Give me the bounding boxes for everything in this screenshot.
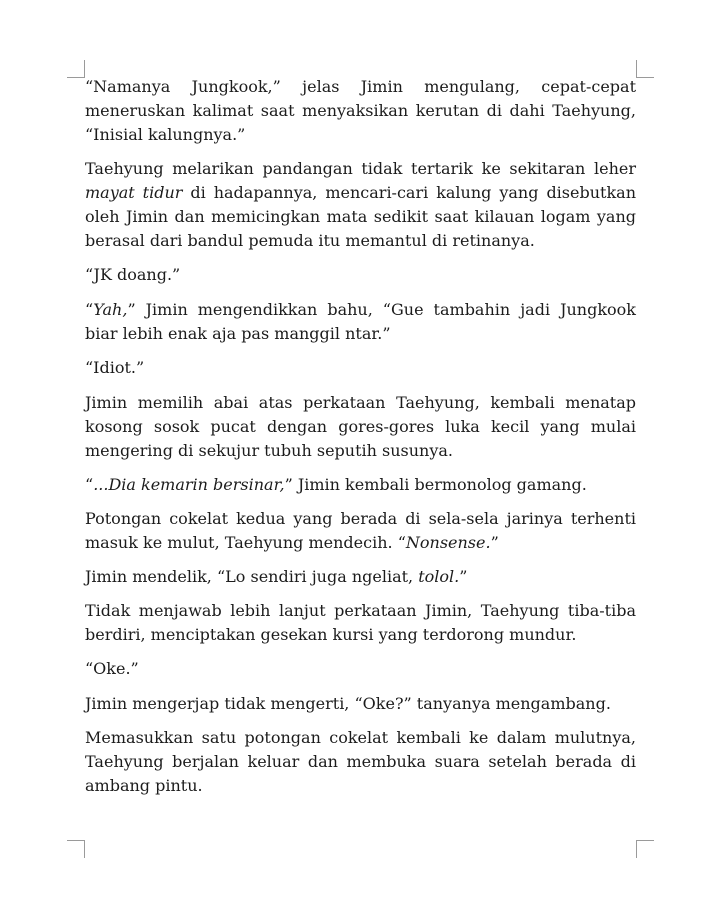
paragraph <box>85 599 636 647</box>
paragraph <box>85 356 636 380</box>
paragraph <box>85 391 636 463</box>
text-run: “Idiot.” <box>85 358 145 377</box>
paragraph <box>85 298 636 346</box>
text-run: Taehyung melarikan pandangan tidak tertarik ke sekitaran leher <box>85 159 636 178</box>
italic-text: tolol. <box>418 567 460 586</box>
paragraph <box>85 157 636 253</box>
text-run: ” <box>459 567 468 586</box>
text-run: Potongan cokelat kedua yang berada di sela-sela jarinya terhenti masuk ke mulut, Taehyung mendecih. “ <box>85 509 636 552</box>
text-run: Jimin mendelik, “Lo sendiri juga ngeliat, <box>85 567 419 586</box>
paragraph <box>85 565 636 589</box>
text-run: Jimin mengerjap tidak mengerti, “Oke?” tanyanya mengambang. <box>85 694 611 713</box>
text-run: Memasukkan satu potongan cokelat kembali ke dalam mulutnya, Taehyung berjalan keluar dan membuka suara setelah berada di ambang pintu. <box>85 728 636 795</box>
crop-mark-bottom-left <box>67 840 85 858</box>
text-run: ” Jimin mengendikkan bahu, “Gue tambahin jadi Jungkook biar lebih enak aja pas manggil ntar.” <box>85 300 636 343</box>
italic-text: ...Dia kemarin bersinar, <box>93 475 285 494</box>
text-run: ” Jimin kembali bermonolog gamang. <box>284 475 587 494</box>
text-run: Tidak menjawab lebih lanjut perkataan Jimin, Taehyung tiba-tiba berdiri, menciptakan gesekan kursi yang terdorong mundur. <box>85 601 636 644</box>
paragraph <box>85 263 636 287</box>
text-run: ” <box>490 533 499 552</box>
paragraph <box>85 473 636 497</box>
text-run: “ <box>85 300 94 319</box>
paragraph <box>85 507 636 555</box>
text-run: Jimin memilih abai atas perkataan Taehyung, kembali menatap kosong sosok pucat dengan gores-gores luka kecil yang mulai mengering di sekujur tubuh seputih susunya. <box>85 393 636 460</box>
paragraph <box>85 657 636 681</box>
text-run: “JK doang.” <box>85 265 181 284</box>
text-run: “Oke.” <box>85 659 139 678</box>
text-run: “Namanya Jungkook,” jelas Jimin mengulang, cepat-cepat meneruskan kalimat saat menyaksikan kerutan di dahi Taehyung, “Inisial kalungnya.” <box>85 77 636 144</box>
italic-text: mayat tidur <box>85 183 183 202</box>
paragraph <box>85 692 636 716</box>
crop-mark-top-left <box>67 60 85 78</box>
crop-mark-top-right <box>636 60 654 78</box>
text-run: “ <box>85 475 94 494</box>
crop-mark-bottom-right <box>636 840 654 858</box>
italic-text: Nonsense. <box>405 533 491 552</box>
text-run: di hadapannya, mencari-cari kalung yang disebutkan oleh Jimin dan memicingkan mata sedikit saat kilauan logam yang berasal dari bandul pemuda itu memantul di retinanya. <box>85 183 636 250</box>
italic-text: Yah, <box>93 300 128 319</box>
paragraph <box>85 75 636 147</box>
document-body <box>85 75 636 808</box>
paragraph <box>85 726 636 798</box>
